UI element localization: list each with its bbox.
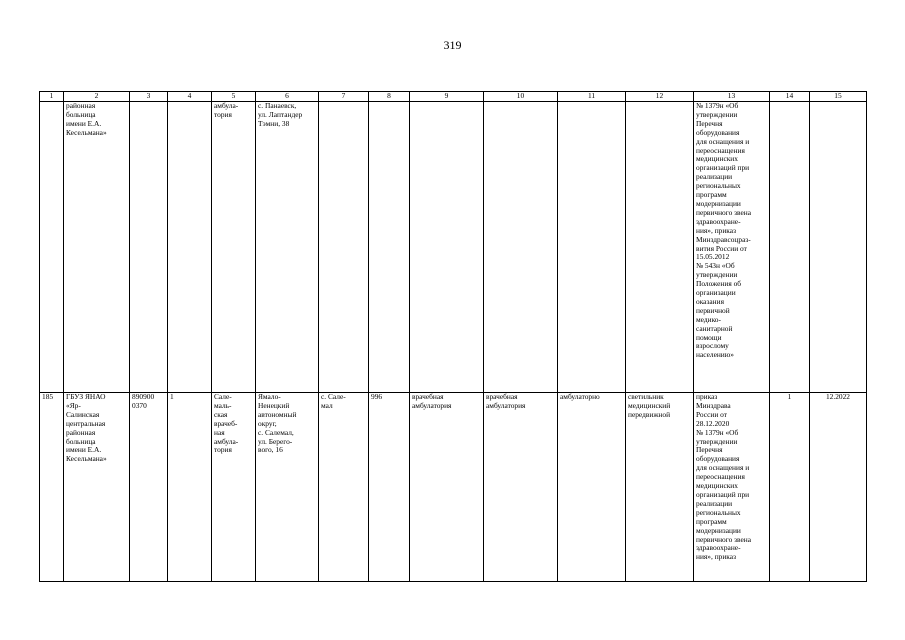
cell-line: первичной: [696, 305, 730, 315]
cell-line: для оснащения и: [696, 463, 750, 473]
cell-line: программ: [696, 516, 727, 526]
cell-line: организаций при: [696, 163, 750, 173]
cell-line: автономный: [258, 409, 297, 419]
cell-line: здравоохране-: [696, 216, 741, 226]
cell-line: оборудования: [696, 127, 740, 137]
col-header-9: 9: [410, 92, 484, 102]
page-number: 319: [443, 38, 462, 52]
cell-line: вития России от: [696, 243, 747, 253]
cell-line: районная: [66, 427, 96, 437]
cell-line: Кесельмана»: [66, 127, 107, 137]
cell-settlement: [319, 102, 369, 393]
cell-line: 890900: [132, 392, 155, 401]
cell-population: [369, 393, 410, 582]
table-row: [40, 393, 867, 582]
cell-line: 1: [787, 392, 792, 401]
cell-equipment: [626, 102, 694, 393]
cell-line: медицинских: [696, 154, 738, 164]
cell-line: больница: [66, 436, 96, 446]
cell-line: модернизации: [696, 525, 741, 535]
cell-line: оказания: [696, 296, 724, 306]
col-header-8: 8: [369, 92, 410, 102]
cell-line: амбула-: [214, 101, 239, 110]
cell-code: [130, 102, 168, 393]
cell-line: программ: [696, 190, 727, 200]
cell-line: светильник: [628, 392, 664, 401]
cell-facility-type: [212, 102, 256, 393]
cell-line: № 543н «Об: [696, 261, 735, 271]
cell-facility-type: [212, 393, 256, 582]
cell-col-4: [168, 102, 212, 393]
cell-line: ная: [214, 427, 225, 437]
cell-line: организаций при: [696, 489, 750, 499]
cell-line: приказ: [696, 392, 718, 401]
cell-line: санитарной: [696, 323, 733, 333]
cell-line: взрослому: [696, 341, 729, 351]
cell-line: организации: [696, 288, 736, 298]
cell-population: [369, 102, 410, 393]
cell-line: с. Панаевск,: [258, 101, 297, 110]
cell-line: переоснащения: [696, 145, 745, 155]
cell-line: № 1379н «Об: [696, 101, 739, 110]
cell-line: № 1379н «Об: [696, 427, 739, 437]
cell-col-9: [410, 393, 484, 582]
cell-line: ния», приказ: [696, 552, 736, 562]
cell-line: 15.05.2012: [696, 252, 730, 262]
cell-line: региональных: [696, 181, 741, 191]
cell-line: Перечня: [696, 445, 723, 455]
cell-line: утверждении: [696, 109, 738, 119]
cell-line: округ,: [258, 418, 277, 428]
cell-line: Тэмни, 38: [258, 118, 290, 128]
cell-line: реализации: [696, 498, 733, 508]
cell-organization: [64, 393, 130, 582]
cell-line: центральная: [66, 418, 106, 428]
cell-line: медицинский: [628, 400, 671, 410]
cell-line: Минздравсоцраз-: [696, 234, 751, 244]
cell-address: [256, 393, 319, 582]
col-header-4: 4: [168, 92, 212, 102]
cell-regulation: [694, 102, 770, 393]
cell-line: 28.12.2020: [696, 418, 730, 428]
cell-col-10: [484, 393, 558, 582]
cell-line: модернизации: [696, 198, 741, 208]
data-table: [39, 91, 867, 582]
cell-settlement: [319, 393, 369, 582]
cell-line: Кесельмана»: [66, 454, 107, 464]
cell-line: реализации: [696, 172, 733, 182]
cell-line: ул. Берего-: [258, 436, 293, 446]
cell-line: 0370: [132, 400, 147, 410]
table-row: [40, 102, 867, 393]
cell-line: амбулаторно: [560, 392, 600, 401]
cell-line: для оснащения и: [696, 136, 750, 146]
cell-line: населению»: [696, 350, 734, 360]
col-header-6: 6: [256, 92, 319, 102]
cell-col-11: [558, 102, 626, 393]
cell-date: [810, 102, 867, 393]
cell-line: Салинская: [66, 409, 100, 419]
col-header-3: 3: [130, 92, 168, 102]
cell-code: [130, 393, 168, 582]
cell-line: первичного звена: [696, 534, 752, 544]
cell-line: тория: [214, 109, 232, 119]
cell-equipment: [626, 393, 694, 582]
cell-line: утверждении: [696, 436, 738, 446]
cell-line: ГБУЗ ЯНАО: [66, 392, 106, 401]
cell-line: больница: [66, 109, 96, 119]
col-header-10: 10: [484, 92, 558, 102]
cell-line: ния», приказ: [696, 225, 736, 235]
cell-line: Минздрава: [696, 400, 731, 410]
cell-line: 1: [170, 392, 174, 401]
cell-line: врачебная: [412, 392, 444, 401]
cell-line: «Яр-: [66, 400, 81, 410]
cell-line: 12.2022: [825, 392, 851, 401]
cell-quantity: [770, 393, 810, 582]
cell-line: Ямало-: [258, 392, 281, 401]
cell-line: амбула-: [214, 436, 239, 446]
cell-col-9: [410, 102, 484, 393]
cell-line: районная: [66, 101, 96, 110]
cell-line: 185: [42, 392, 54, 401]
cell-row-number: [40, 102, 64, 393]
cell-line: медико-: [696, 314, 721, 324]
cell-line: с. Сале-: [321, 392, 346, 401]
cell-line: России от: [696, 409, 727, 419]
cell-line: амбулатория: [486, 400, 526, 410]
cell-col-10: [484, 102, 558, 393]
cell-line: первичного звена: [696, 207, 752, 217]
col-header-2: 2: [64, 92, 130, 102]
cell-line: Ненецкий: [258, 400, 290, 410]
col-header-11: 11: [558, 92, 626, 102]
cell-line: помощи: [696, 332, 722, 342]
cell-quantity: [770, 102, 810, 393]
cell-row-number: [40, 393, 64, 582]
cell-line: здравоохране-: [696, 543, 741, 553]
cell-col-4: [168, 393, 212, 582]
cell-address: [256, 102, 319, 393]
cell-line: тория: [214, 445, 232, 455]
cell-line: 996: [371, 392, 383, 401]
cell-col-11: [558, 393, 626, 582]
cell-line: маль-: [214, 400, 232, 410]
cell-line: Положения об: [696, 279, 742, 289]
cell-line: имени Е.А.: [66, 118, 102, 128]
cell-line: имени Е.А.: [66, 445, 102, 455]
cell-line: оборудования: [696, 454, 740, 464]
cell-date: [810, 393, 867, 582]
col-header-5: 5: [212, 92, 256, 102]
cell-line: Сале-: [214, 392, 232, 401]
cell-line: ул. Лаптандер: [258, 109, 303, 119]
column-number-row: [40, 92, 867, 102]
col-header-14: 14: [770, 92, 810, 102]
cell-line: ская: [214, 409, 228, 419]
cell-line: Перечня: [696, 118, 723, 128]
cell-line: региональных: [696, 507, 741, 517]
cell-line: врачебная: [486, 392, 518, 401]
cell-line: передвижной: [628, 409, 671, 419]
col-header-7: 7: [319, 92, 369, 102]
cell-line: мал: [321, 400, 333, 410]
cell-regulation: [694, 393, 770, 582]
cell-line: амбулатория: [412, 400, 452, 410]
cell-line: утверждении: [696, 270, 738, 280]
col-header-12: 12: [626, 92, 694, 102]
cell-organization: [64, 102, 130, 393]
col-header-15: 15: [810, 92, 867, 102]
cell-line: переоснащения: [696, 472, 745, 482]
cell-line: врачеб-: [214, 418, 238, 428]
cell-line: медицинских: [696, 481, 738, 491]
col-header-1: 1: [40, 92, 64, 102]
col-header-13: 13: [694, 92, 770, 102]
cell-line: с. Салемал,: [258, 427, 294, 437]
cell-line: вого, 16: [258, 445, 283, 455]
